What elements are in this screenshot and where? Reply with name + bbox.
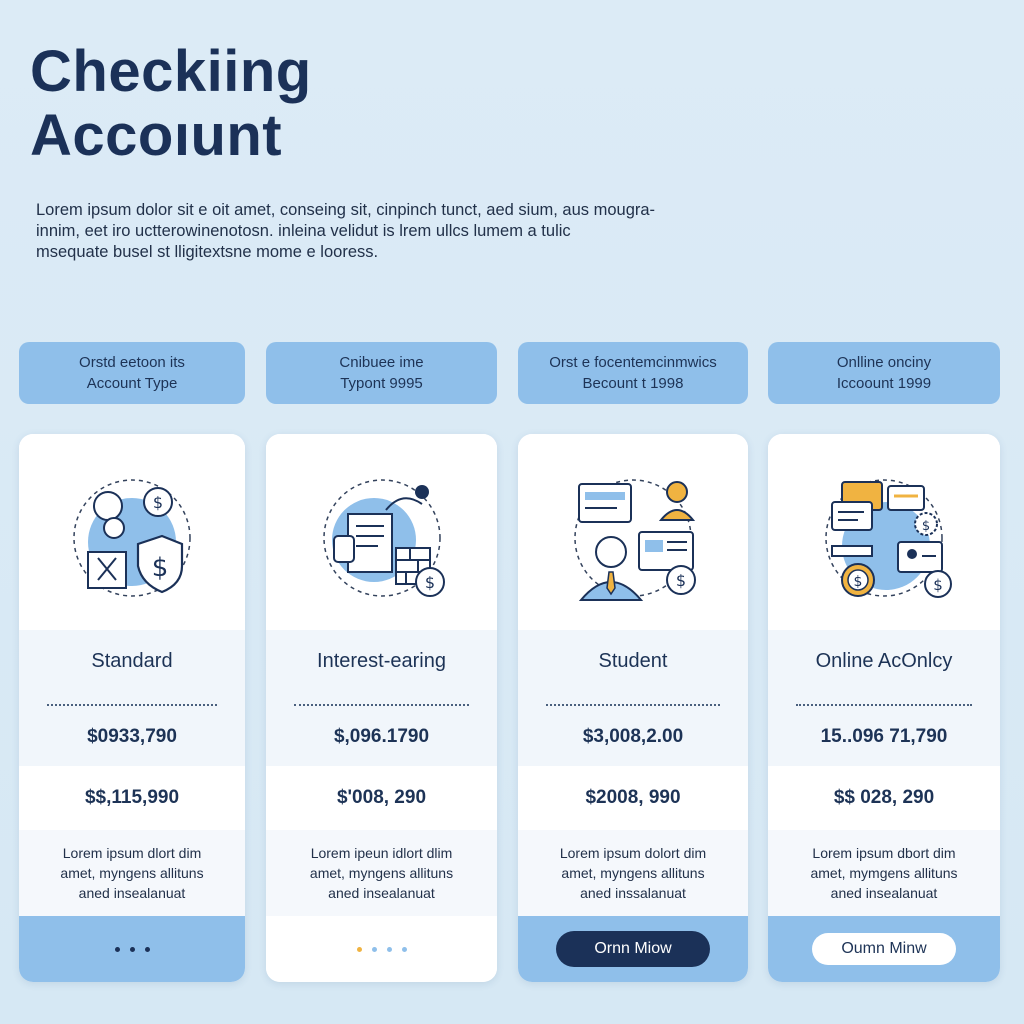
card-icon-area [266,434,497,630]
card-icon-area [518,434,748,630]
svg-text:$: $ [152,493,164,512]
card-description-line: amet, myngens allituns [60,865,204,881]
account-type-sublabel: Becount t 1998 [582,375,684,392]
pagination-dot[interactable] [357,947,362,952]
card-name-band [266,630,497,766]
card-description-line: aned insealanuat [328,885,435,901]
card-footer [19,916,245,982]
account-type-label: Cnibuee ime [339,354,424,371]
card-title: Interest-earing [317,650,446,672]
card-title: Student [598,650,668,672]
card-description-line: Lorem ipsum dlort dim [62,845,202,861]
dotted-divider [294,704,469,706]
account-type-sublabel: Typont 9995 [340,375,423,392]
pagination-dot[interactable] [145,947,150,952]
card-name-band [768,630,1000,766]
intro-line: innim, eet iro uctterowinenotosn. inleina velidut is lrem ullcs lumem a tulic [36,222,571,240]
card-description-line: aned insealanuat [830,885,938,901]
card-description [19,830,245,916]
card-price-primary: $0933,790 [87,726,177,747]
card-description [768,830,1000,916]
intro-line: Lorem ipsum dolor sit e oit amet, conseing sit, cinpinch tunct, aed sium, aus mougra- [36,201,656,219]
card-footer [266,916,497,982]
card-price-secondary: $$ 028, 290 [768,766,1000,830]
account-type-label: Orstd eetoon its [79,354,185,371]
card-description-line: amet, myngens allituns [309,865,454,881]
account-type-sublabel: Account Type [86,375,178,392]
pagination-dot[interactable] [130,947,135,952]
pagination-dot[interactable] [372,947,377,952]
card-footer [768,916,1000,982]
card-title: Standard [91,650,173,672]
account-type-sublabel: Iccoount 1999 [836,375,932,392]
card-price-primary: $,096.1790 [333,726,430,747]
dotted-divider [796,704,972,706]
open-now-button[interactable]: Oumn Minw [812,933,956,965]
card-price-primary: 15..096 71,790 [820,726,948,747]
pagination-dot[interactable] [402,947,407,952]
card-name-band [19,630,245,766]
account-card-interest-earing [266,434,497,982]
card-title: Online AcOnlcy [815,650,953,672]
document-savings-icon [312,476,452,606]
card-price-secondary: $'008, 290 [266,766,497,830]
account-type-label: Orst e focentemcinmwics [549,354,717,371]
card-name-band [518,630,748,766]
svg-text:$: $ [921,519,931,534]
pagination-dot[interactable] [115,947,120,952]
card-price-secondary: $2008, 990 [518,766,748,830]
page-title-line-2: Accoıunt [30,103,283,168]
student-people-icon [563,476,703,606]
dotted-divider [546,704,720,706]
svg-text:$: $ [424,573,435,592]
account-type-pill-3[interactable] [518,342,748,404]
card-price-primary: $3,008,2.00 [582,726,684,747]
card-description-line: Lorem ipsum dolort dim [559,845,707,861]
card-description [266,830,497,916]
dotted-divider [47,704,217,706]
online-banking-icon [814,476,954,606]
card-price-secondary: $$,115,990 [19,766,245,830]
svg-text:$: $ [933,576,943,594]
account-card-online [768,434,1000,982]
card-description-line: aned insealanuat [78,885,186,901]
account-type-pill-1[interactable] [19,342,245,404]
page-title-line-1: Checkiing [30,39,312,104]
security-shield-icon [62,476,202,606]
account-type-pill-2[interactable] [266,342,497,404]
card-description-line: amet, myngens allituns [561,865,705,881]
card-description-line: Lorem ipeun idlort dlim [310,845,453,861]
svg-text:$: $ [853,574,863,590]
card-footer [518,916,748,982]
svg-text:$: $ [675,571,687,590]
page-title [30,40,312,168]
pagination-dot[interactable] [387,947,392,952]
card-icon-area [768,434,1000,630]
card-description [518,830,748,916]
account-card-student [518,434,748,982]
card-description-line: Lorem ipsum dbort dim [812,845,956,861]
card-icon-area [19,434,245,630]
account-card-standard [19,434,245,982]
intro-line: msequate busel st lligitextsne mome e looress. [36,243,379,261]
account-type-label: Onlline onciny [836,354,932,371]
intro-paragraph [36,200,756,263]
card-description-line: amet, mymgens allituns [810,865,958,881]
card-description-line: aned inssalanuat [580,885,686,901]
account-type-pill-4[interactable] [768,342,1000,404]
open-now-button[interactable]: Ornn Miow [556,931,710,967]
svg-text:$: $ [151,553,169,583]
